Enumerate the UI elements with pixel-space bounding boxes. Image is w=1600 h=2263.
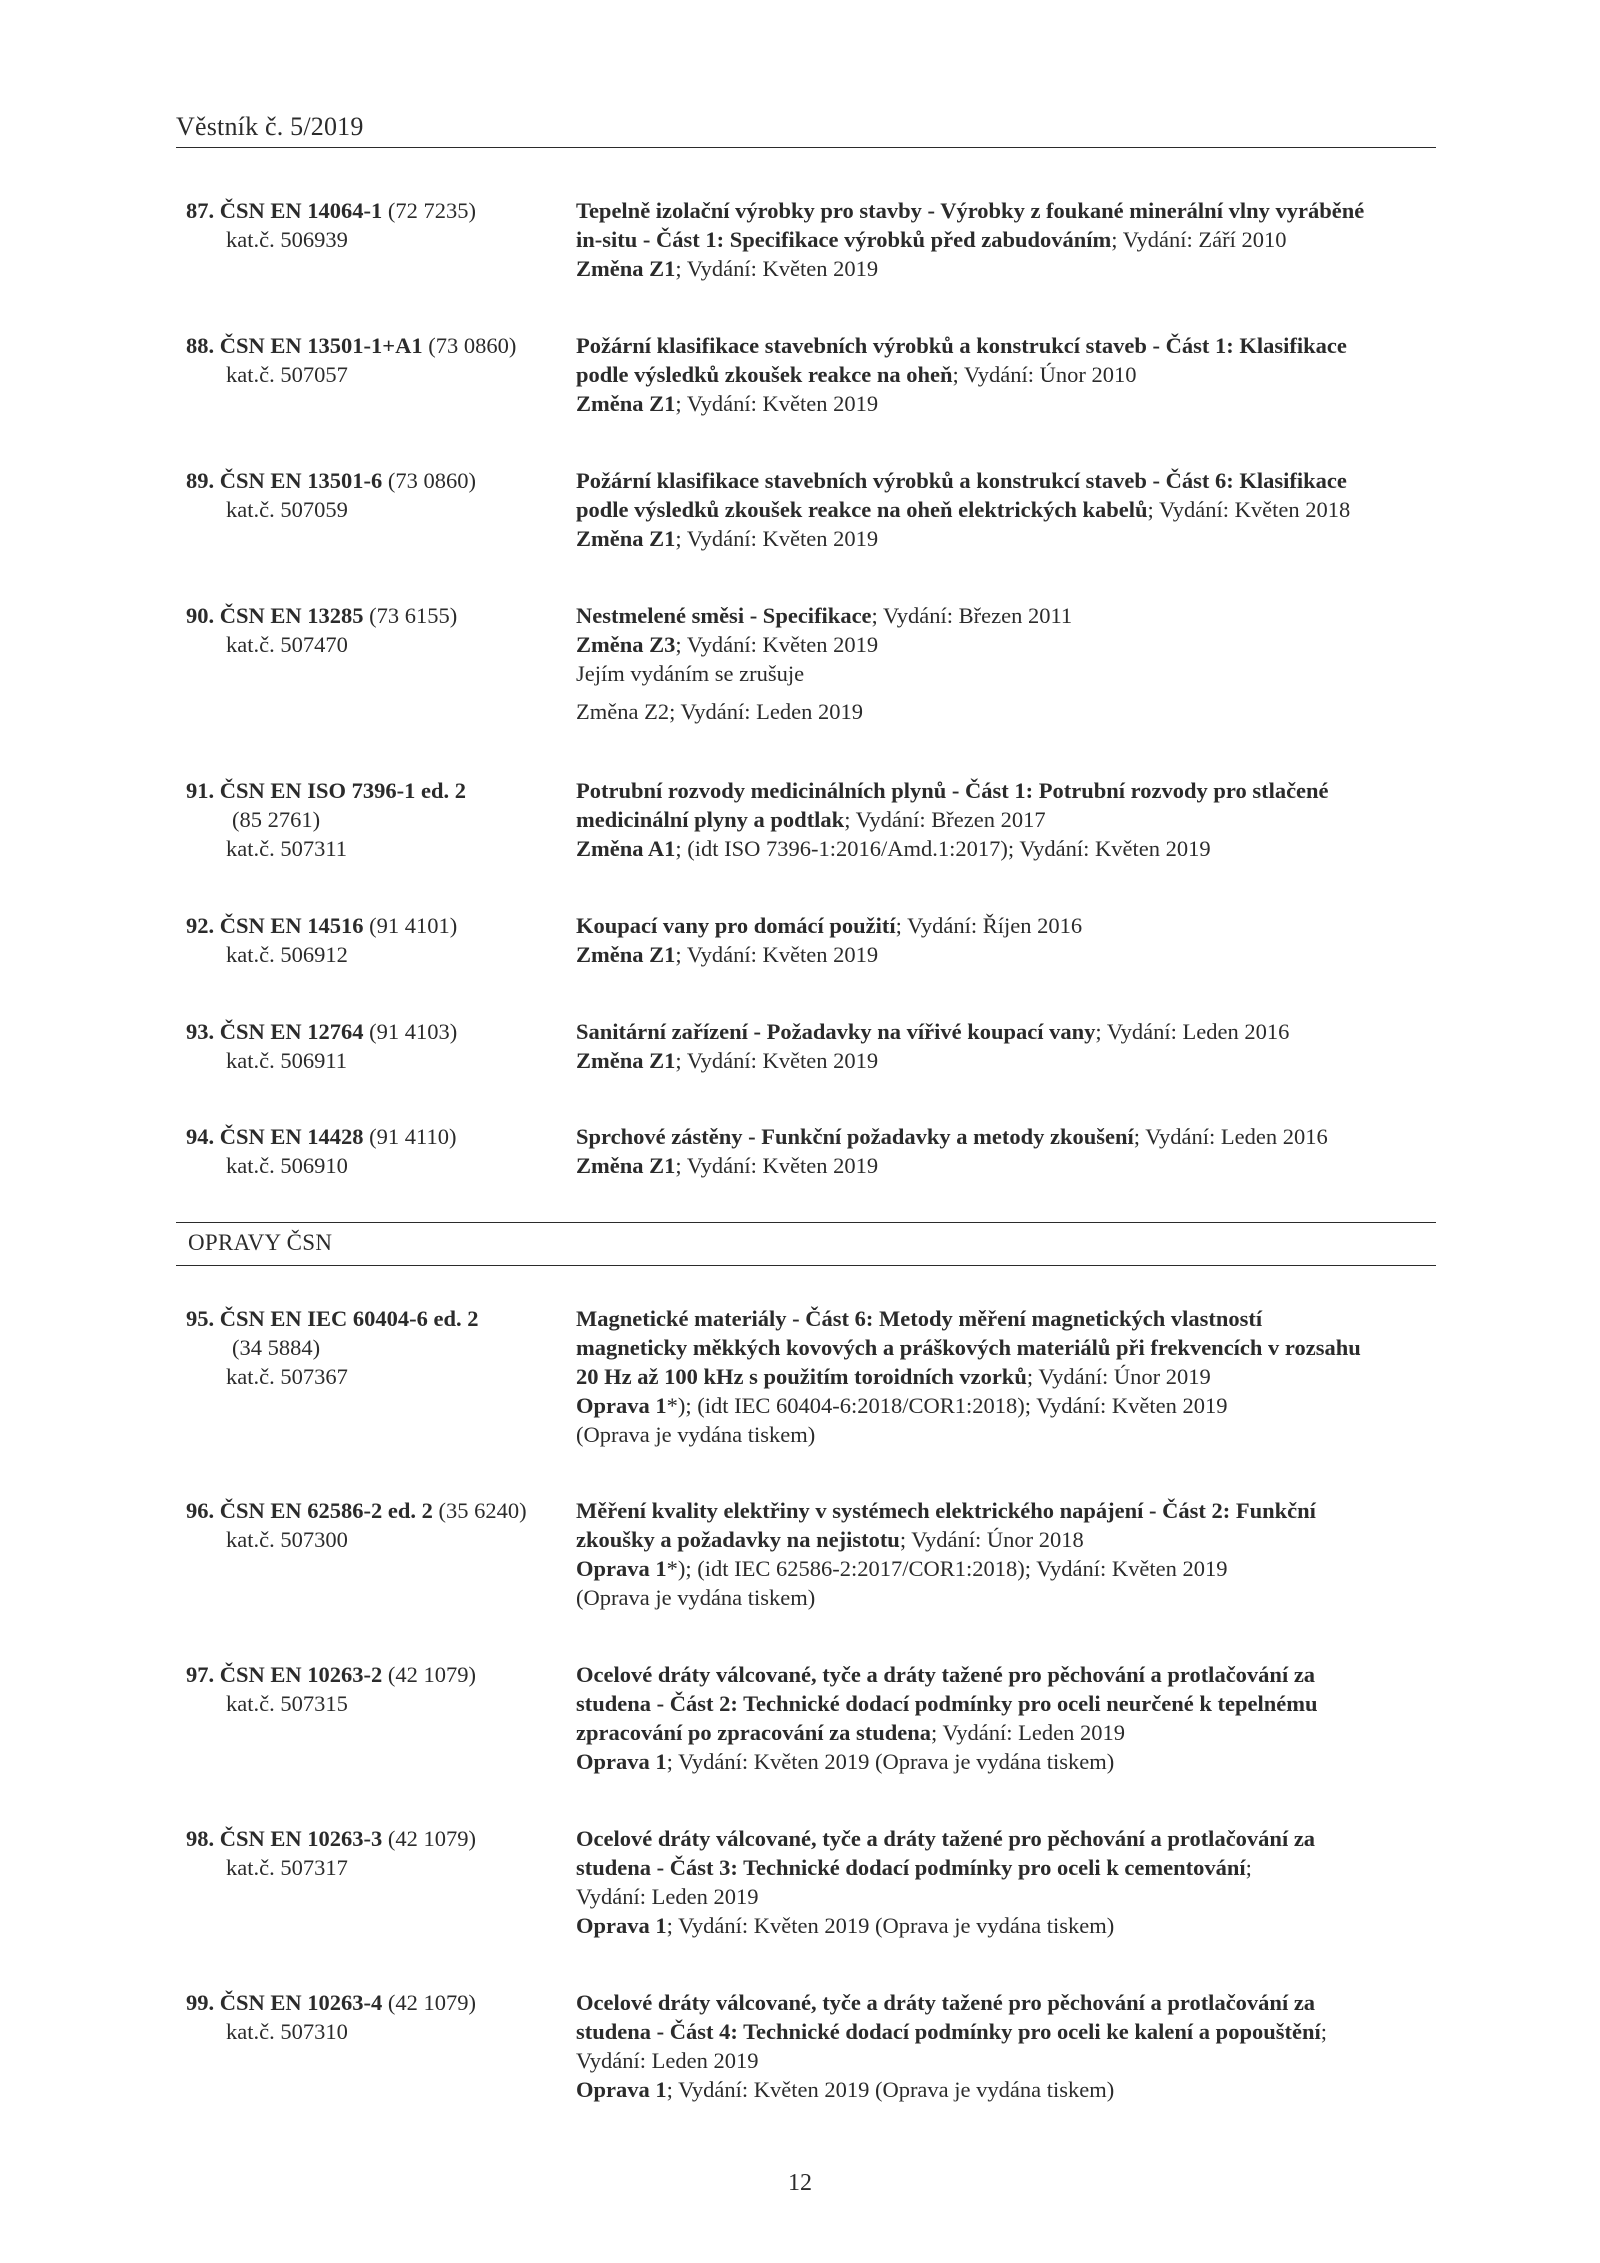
title-line-1: Ocelové dráty válcované, tyče a dráty tažené pro pěchování a protlačování za [576, 1662, 1316, 1687]
title-line-1: Ocelové dráty válcované, tyče a dráty tažené pro pěchování a protlačování za [576, 1990, 1316, 2015]
issue-date: ; Vydání: Leden 2019 [931, 1720, 1125, 1745]
entry-id-column [186, 911, 566, 969]
classification-code: (42 1079) [387, 1826, 477, 1851]
change-date: ; Vydání: Květen 2019 [675, 1048, 879, 1073]
entry-description [576, 1304, 1446, 1449]
change-date: ; Vydání: Květen 2019 [675, 1153, 879, 1178]
correction-date: *); (idt IEC 62586-2:2017/COR1:2018); Vydání: Květen 2019 [666, 1556, 1228, 1581]
entry-number: 95. [186, 1306, 215, 1331]
change-date: ; Vydání: Květen 2019 [675, 391, 879, 416]
correction-date: *); (idt IEC 60404-6:2018/COR1:2018); Vydání: Květen 2019 [666, 1393, 1228, 1418]
title-punctuation: ; [1245, 1855, 1252, 1880]
change-label: Změna Z3 [576, 632, 676, 657]
title-line-2: studena - Část 3: Technické dodací podmínky pro oceli k cementování [576, 1855, 1246, 1880]
page-number: 12 [788, 2170, 812, 2196]
entry-number: 90. [186, 603, 215, 628]
entry-description [576, 331, 1446, 418]
change-label: Změna Z1 [576, 942, 676, 967]
issue-date: Vydání: Leden 2019 [576, 2048, 759, 2073]
title-line-2: podle výsledků zkoušek reakce na oheň [576, 362, 953, 387]
section-title: OPRAVY ČSN [188, 1230, 333, 1255]
title-line-2: magneticky měkkých kovových a práškových materiálů při frekvencích v rozsahu [576, 1335, 1361, 1360]
title-line-2: in-situ - Část 1: Specifikace výrobků před zabudováním [576, 227, 1112, 252]
issue-date: ; Vydání: Leden 2016 [1133, 1124, 1328, 1149]
change-label: Změna Z1 [576, 391, 676, 416]
entry-number: 88. [186, 333, 215, 358]
entry-id-column [186, 776, 566, 863]
entry-number: 92. [186, 913, 215, 938]
entry-number: 97. [186, 1662, 215, 1687]
title-line-2: zkoušky a požadavky na nejistotu [576, 1527, 900, 1552]
change-date: ; Vydání: Květen 2019 [675, 632, 879, 657]
catalog-number: kat.č. 507315 [226, 1691, 348, 1716]
title-line-1: Sprchové zástěny - Funkční požadavky a metody zkoušení [576, 1124, 1134, 1149]
standard-code: ČSN EN 14428 [219, 1124, 364, 1149]
title-line-1: Požární klasifikace stavebních výrobků a konstrukcí staveb - Část 6: Klasifikace [576, 468, 1347, 493]
catalog-number: kat.č. 507310 [226, 2019, 348, 2044]
entry-number: 91. [186, 778, 215, 803]
classification-code: (34 5884) [232, 1335, 321, 1360]
catalog-number: kat.č. 506911 [226, 1048, 348, 1073]
standard-code: ČSN EN 13285 [219, 603, 364, 628]
entry-id-column [186, 1122, 566, 1180]
standard-code: ČSN EN 62586-2 ed. 2 [219, 1498, 433, 1523]
classification-code: (73 6155) [369, 603, 458, 628]
classification-code: (42 1079) [387, 1990, 477, 2015]
issue-date: ; Vydání: Únor 2019 [1026, 1364, 1211, 1389]
correction-label: Oprava 1 [576, 1556, 667, 1581]
classification-code: (85 2761) [232, 807, 321, 832]
entry-number: 96. [186, 1498, 215, 1523]
catalog-number: kat.č. 507470 [226, 632, 348, 657]
catalog-number: kat.č. 507367 [226, 1364, 348, 1389]
classification-code: (72 7235) [387, 198, 477, 223]
title-line-1: Ocelové dráty válcované, tyče a dráty tažené pro pěchování a protlačování za [576, 1826, 1316, 1851]
bulletin-title: Věstník č. 5/2019 [176, 112, 364, 141]
section-heading [176, 1222, 1436, 1266]
entry-id-column [186, 601, 566, 659]
entry-number: 89. [186, 468, 215, 493]
correction-label: Oprava 1 [576, 1913, 667, 1938]
issue-date: ; Vydání: Říjen 2016 [895, 913, 1083, 938]
entry-description [576, 911, 1446, 969]
title-line-1: Sanitární zařízení - Požadavky na vířivé koupací vany [576, 1019, 1096, 1044]
classification-code: (35 6240) [438, 1498, 527, 1523]
title-line-2: podle výsledků zkoušek reakce na oheň elektrických kabelů [576, 497, 1148, 522]
entry-number: 94. [186, 1124, 215, 1149]
title-punctuation: ; [1320, 2019, 1327, 2044]
title-line-2: studena - Část 4: Technické dodací podmínky pro oceli ke kalení a popouštění [576, 2019, 1321, 2044]
entry-description [576, 466, 1446, 553]
catalog-number: kat.č. 507300 [226, 1527, 348, 1552]
issue-date: ; Vydání: Leden 2016 [1095, 1019, 1290, 1044]
print-note: (Oprava je vydána tiskem) [576, 1585, 816, 1610]
classification-code: (42 1079) [387, 1662, 477, 1687]
entry-id-column [186, 1496, 566, 1554]
entry-id-column [186, 1304, 566, 1391]
classification-code: (91 4110) [369, 1124, 457, 1149]
correction-label: Oprava 1 [576, 1749, 667, 1774]
standard-code: ČSN EN 10263-3 [219, 1826, 383, 1851]
catalog-number: kat.č. 507311 [226, 836, 348, 861]
classification-code: (73 0860) [387, 468, 477, 493]
change-label: Změna Z1 [576, 256, 676, 281]
change-label: Změna Z1 [576, 526, 676, 551]
entry-description [576, 776, 1446, 863]
issue-date: Vydání: Leden 2019 [576, 1884, 759, 1909]
standard-code: ČSN EN 14064-1 [219, 198, 383, 223]
superseded-change: Změna Z2; Vydání: Leden 2019 [576, 699, 864, 724]
change-label: Změna Z1 [576, 1153, 676, 1178]
print-note: (Oprava je vydána tiskem) [576, 1422, 816, 1447]
standard-code: ČSN EN 13501-6 [219, 468, 383, 493]
change-date: ; Vydání: Květen 2019 [675, 942, 879, 967]
title-line-1: Požární klasifikace stavebních výrobků a konstrukcí staveb - Část 1: Klasifikace [576, 333, 1347, 358]
change-label: Změna Z1 [576, 1048, 676, 1073]
standard-code: ČSN EN 10263-2 [219, 1662, 383, 1687]
title-line-3: zpracování po zpracování za studena [576, 1720, 932, 1745]
entry-number: 93. [186, 1019, 215, 1044]
issue-date: ; Vydání: Září 2010 [1111, 227, 1287, 252]
correction-label: Oprava 1 [576, 1393, 667, 1418]
catalog-number: kat.č. 507059 [226, 497, 348, 522]
page-header [176, 112, 1436, 148]
title-line-1: Koupací vany pro domácí použití [576, 913, 896, 938]
catalog-number: kat.č. 507057 [226, 362, 348, 387]
entry-id-column [186, 1824, 566, 1882]
issue-date: ; Vydání: Únor 2018 [899, 1527, 1084, 1552]
entry-id-column [186, 331, 566, 389]
entry-description [576, 1660, 1446, 1776]
entry-description [576, 1988, 1446, 2104]
correction-label: Oprava 1 [576, 2077, 667, 2102]
entry-description [576, 1824, 1446, 1940]
title-line-2: medicinální plyny a podtlak [576, 807, 845, 832]
standard-code: ČSN EN 14516 [219, 913, 364, 938]
supersede-note: Jejím vydáním se zrušuje [576, 661, 805, 686]
correction-date: ; Vydání: Květen 2019 (Oprava je vydána tiskem) [666, 2077, 1115, 2102]
title-line-1: Nestmelené směsi - Specifikace [576, 603, 872, 628]
issue-date: ; Vydání: Únor 2010 [952, 362, 1137, 387]
entry-description [576, 196, 1446, 283]
change-date: ; Vydání: Květen 2019 [675, 526, 879, 551]
correction-date: ; Vydání: Květen 2019 (Oprava je vydána tiskem) [666, 1749, 1115, 1774]
entry-number: 87. [186, 198, 215, 223]
title-line-2: studena - Část 2: Technické dodací podmínky pro oceli neurčené k tepelnému [576, 1691, 1318, 1716]
title-line-1: Tepelně izolační výrobky pro stavby - Výrobky z foukané minerální vlny vyráběné [576, 198, 1365, 223]
catalog-number: kat.č. 506910 [226, 1153, 348, 1178]
entry-description [576, 1122, 1446, 1180]
standard-code: ČSN EN IEC 60404-6 ed. 2 [219, 1306, 479, 1331]
entry-id-column [186, 1017, 566, 1075]
title-line-1: Potrubní rozvody medicinálních plynů - Část 1: Potrubní rozvody pro stlačené [576, 778, 1329, 803]
classification-code: (91 4101) [369, 913, 458, 938]
title-line-1: Měření kvality elektřiny v systémech elektrického napájení - Část 2: Funkční [576, 1498, 1316, 1523]
catalog-number: kat.č. 506912 [226, 942, 348, 967]
change-date: ; (idt ISO 7396-1:2016/Amd.1:2017); Vydání: Květen 2019 [675, 836, 1211, 861]
title-line-1: Magnetické materiály - Část 6: Metody měření magnetických vlastností [576, 1306, 1263, 1331]
correction-date: ; Vydání: Květen 2019 (Oprava je vydána tiskem) [666, 1913, 1115, 1938]
entry-id-column [186, 466, 566, 524]
entry-number: 99. [186, 1990, 215, 2015]
entry-description [576, 1017, 1446, 1075]
standard-code: ČSN EN ISO 7396-1 ed. 2 [219, 778, 467, 803]
standard-code: ČSN EN 13501-1+A1 [219, 333, 423, 358]
entry-description [576, 1496, 1446, 1612]
entry-id-column [186, 1660, 566, 1718]
issue-date: ; Vydání: Březen 2011 [871, 603, 1073, 628]
entry-number: 98. [186, 1826, 215, 1851]
classification-code: (91 4103) [369, 1019, 458, 1044]
standard-code: ČSN EN 10263-4 [219, 1990, 383, 2015]
standard-code: ČSN EN 12764 [219, 1019, 364, 1044]
catalog-number: kat.č. 507317 [226, 1855, 348, 1880]
entry-id-column [186, 196, 566, 254]
entry-id-column [186, 1988, 566, 2046]
catalog-number: kat.č. 506939 [226, 227, 348, 252]
entry-description [576, 601, 1446, 726]
change-date: ; Vydání: Květen 2019 [675, 256, 879, 281]
issue-date: ; Vydání: Březen 2017 [844, 807, 1046, 832]
change-label: Změna A1 [576, 836, 676, 861]
issue-date: ; Vydání: Květen 2018 [1147, 497, 1351, 522]
title-line-3: 20 Hz až 100 kHz s použitím toroidních vzorků [576, 1364, 1027, 1389]
classification-code: (73 0860) [428, 333, 517, 358]
